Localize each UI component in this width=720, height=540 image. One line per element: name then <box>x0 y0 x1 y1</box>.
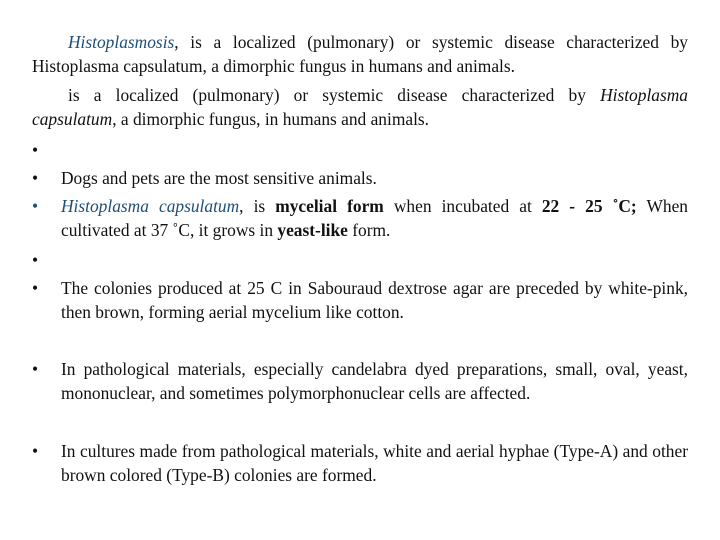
bullet-text: Dogs and pets are the most sensitive animals. <box>61 168 377 188</box>
bullet-item-pathological-materials <box>32 357 688 405</box>
species-name: Histoplasma capsulatum <box>32 85 688 129</box>
definition-text-after: , a dimorphic fungus, in humans and animals. <box>112 109 430 129</box>
text-fragment: , is <box>239 196 276 216</box>
definition-text-before: is a localized (pulmonary) or systemic disease characterized by <box>68 85 601 105</box>
bullet-text <box>61 194 688 242</box>
definition-paragraph <box>32 83 688 131</box>
intro-text: , is a localized (pulmonary) or systemic disease characterized by Histoplasma capsulatum, a dimorphic fungus in humans and animals. <box>32 32 688 76</box>
temperature-bold: 22 - 25 ˚C; <box>541 196 637 216</box>
text-fragment: when incubated at <box>383 196 542 216</box>
histoplasmosis-term: Histoplasmosis <box>68 32 175 52</box>
text-fragment: When cultivated at 37 ˚C, it grows in <box>61 196 688 240</box>
bullet-marker: • <box>32 140 39 160</box>
bullet-text: The colonies produced at 25 C in Sabouraud dextrose agar are preceded by white-pink, then brown, forming aerial mycelium like cotton. <box>61 278 688 322</box>
text-fragment: form. <box>347 220 391 240</box>
bullet-marker: • <box>32 441 39 461</box>
bullet-item-colonies <box>32 276 688 324</box>
bullet-marker: • <box>32 250 39 270</box>
yeast-like-bold: yeast-like <box>277 220 348 240</box>
bullet-marker: • <box>32 278 39 298</box>
bullet-marker: • <box>32 168 39 188</box>
bullet-item-mycelial-form <box>32 194 688 242</box>
mycelial-form-bold: mycelial form <box>275 196 384 216</box>
bullet-item-cultures <box>32 439 688 487</box>
bullet-item-dogs <box>32 166 688 190</box>
bullet-marker: • <box>32 359 39 379</box>
bullet-text: In pathological materials, especially candelabra dyed preparations, small, oval, yeast, mononuclear, and sometimes polymorphonuclear cells are affected. <box>61 359 688 403</box>
bullet-marker: • <box>32 196 39 216</box>
bullet-text: In cultures made from pathological materials, white and aerial hyphae (Type-A) and other brown colored (Type-B) colonies are formed. <box>61 441 688 485</box>
species-name: Histoplasma capsulatum <box>61 196 240 216</box>
intro-paragraph <box>32 30 688 78</box>
